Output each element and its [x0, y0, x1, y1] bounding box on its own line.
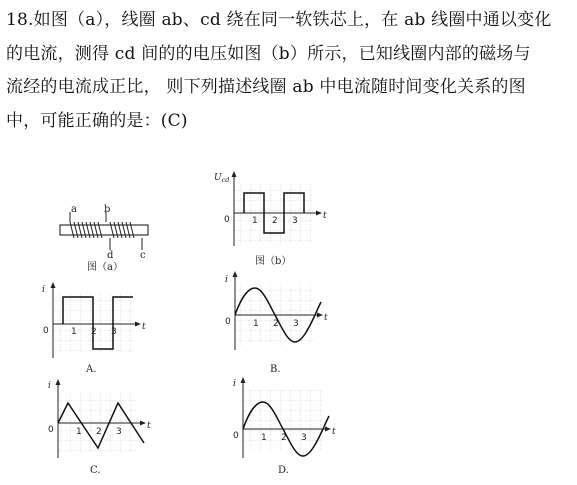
tick-label: 2 — [91, 327, 97, 337]
tick-label: 3 — [116, 427, 122, 437]
question-line: 18.如图（a），线圈 ab、cd 绕在同一软铁芯上，在 ab 线圈中通以变化 — [6, 10, 552, 30]
question-line: 中，可能正确的是：(C) — [6, 110, 188, 131]
tick-label: 3 — [293, 319, 299, 329]
option-a-graph — [42, 282, 146, 375]
option-d-graph — [233, 377, 336, 476]
y-axis-arrow-icon — [232, 171, 237, 177]
tick-label: 2 — [272, 216, 278, 226]
x-label: t — [323, 211, 327, 221]
tick-label: 1 — [71, 327, 77, 337]
y-label: i — [48, 381, 51, 391]
figure-a — [60, 204, 148, 273]
option-b-graph — [225, 271, 328, 375]
origin-label: 0 — [224, 215, 230, 225]
figure-b — [214, 171, 327, 267]
tick-label: 2 — [281, 433, 287, 443]
x-axis-arrow-icon — [317, 313, 323, 318]
tick-label: 3 — [111, 327, 117, 337]
option-b-caption: B. — [270, 364, 281, 375]
x-label: t — [324, 313, 328, 323]
question-line: 流经的电流成正比， 则下列描述线圈 ab 中电流随时间变化关系的图 — [6, 77, 526, 97]
x-label: t — [142, 322, 146, 332]
y-axis-arrow-icon — [56, 379, 61, 385]
terminal-a: a — [71, 204, 77, 215]
option-a-caption: A. — [86, 364, 97, 375]
origin-label: 0 — [43, 326, 49, 336]
tick-label: 2 — [96, 427, 102, 437]
y-axis-arrow-icon — [233, 271, 238, 277]
y-axis-arrow-icon — [51, 282, 56, 288]
x-label: t — [332, 427, 336, 437]
terminal-c: c — [140, 250, 146, 261]
terminal-b: b — [104, 204, 111, 215]
x-axis-arrow-icon — [135, 322, 141, 327]
option-c-caption: C. — [90, 465, 101, 476]
x-axis-arrow-icon — [316, 211, 322, 216]
x-label: t — [147, 421, 151, 431]
origin-label: 0 — [225, 317, 231, 327]
terminal-d: d — [107, 250, 114, 261]
x-axis-arrow-icon — [325, 427, 331, 432]
y-label: i — [233, 379, 236, 389]
option-d-caption: D. — [278, 465, 289, 476]
y-label: $U_{cd}$ — [214, 173, 230, 184]
figure-a-caption: 图（a） — [87, 262, 123, 273]
tick-label: 1 — [253, 319, 259, 329]
origin-label: 0 — [48, 425, 54, 435]
option-c-graph — [48, 379, 151, 476]
y-label: i — [42, 285, 45, 295]
tick-label: 3 — [301, 433, 307, 443]
tick-label: 2 — [273, 319, 279, 329]
tick-label: 1 — [76, 427, 82, 437]
tick-label: 1 — [252, 216, 258, 226]
x-axis-arrow-icon — [140, 421, 146, 426]
figure-b-caption: 图（b） — [255, 256, 292, 267]
origin-label: 0 — [233, 431, 239, 441]
question-line: 的电流，测得 cd 间的的电压如图（b）所示，已知线圈内部的磁场与 — [6, 43, 531, 64]
y-label: i — [225, 275, 228, 285]
y-axis-arrow-icon — [241, 377, 246, 383]
tick-label: 1 — [261, 433, 267, 443]
tick-label: 3 — [292, 216, 298, 226]
